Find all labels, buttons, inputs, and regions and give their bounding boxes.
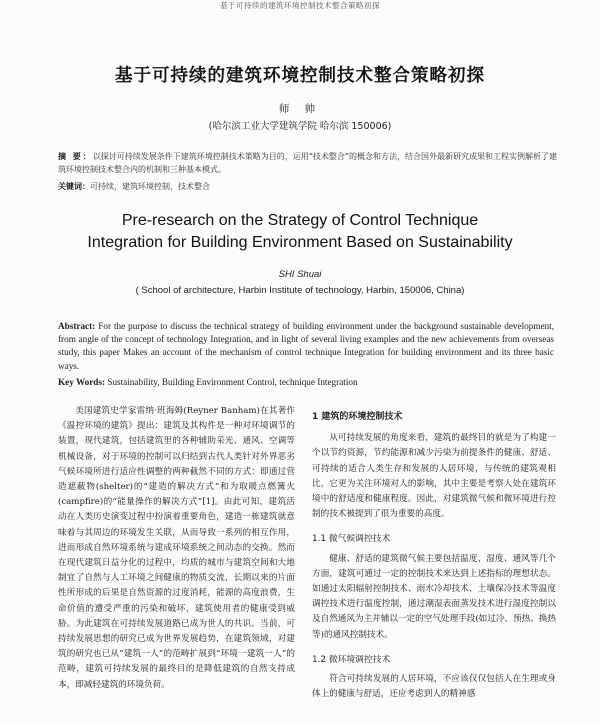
chinese-keywords	[58, 180, 558, 193]
chinese-abstract	[58, 150, 558, 176]
chinese-abstract-label: 摘 要：	[58, 151, 93, 161]
chinese-keywords-text: 可持续，建筑环境控制，技术整合	[90, 182, 210, 191]
chinese-keywords-label: 关键词：	[58, 181, 90, 191]
body-right-column	[312, 404, 556, 702]
english-affiliation: ( School of architecture, Harbin Institute of technology, Harbin, 150006, China)	[135, 285, 465, 296]
section-1-1-paragraph: 健康、舒适的建筑微气候主要包括温度、湿度、通风等几个方面，建筑可通过一定的控制技术来达到上述指标的理想状态。如通过太阳辐射控制技术、雨水冷却技术、土壤保冷技术等温度调控技术进行温度控制，通过潮湿表面蒸发技术进行湿度控制以及自然通风为主并辅以一定的空气处理手段(如过冷、预热、换热等)的通风控制技术。	[312, 553, 556, 640]
english-title	[0, 210, 600, 254]
chinese-affiliation: (哈尔滨工业大学建筑学院 哈尔滨 150006)	[208, 121, 392, 132]
section-1-2-heading: 1.2 微环境调控技术	[312, 654, 391, 665]
body-left-column	[58, 404, 295, 693]
english-abstract-label: Abstract:	[58, 321, 96, 331]
chinese-title: 基于可持续的建筑环境控制技术整合策略初探	[115, 66, 485, 86]
english-abstract-text: For the purpose to discuss the technical strategy of building environment under the background sustainable development, from angle of the concept of technology Integration, and in light of several living examples and the new achievements from overseas study, this paper Makes an account of the mechanism of control technique Integration for building environment and its three basic ways.	[58, 321, 554, 371]
running-head: 基于可持续的建筑环境控制技术整合策略初探	[220, 1, 380, 10]
chinese-abstract-text: 以探讨可持续发展条件下建筑环境控制技术策略为目的，运用“技术整合”的概念和方法，结合国外最新研究成果和工程实例解析了建筑环境控制技术整合内的机制和三种基本模式。	[58, 152, 557, 174]
english-keywords-text: Sustainability, Building Environment Control, technique Integration	[107, 377, 358, 387]
english-title-line-2: Integration for Building Environment Based on Sustainability	[87, 234, 513, 251]
section-1-paragraph: 从可持续发展的角度来看，建筑的最终目的就是为了构建一个以节约资源，节约能源和减少污染为前提条件的健康、舒适、可持续的适合人类生存和发展的人居环境，与传统的建筑观相比，它更为关注环境对人的影响，其中主要是考察人处在建筑环境中的舒适度和健康程度。因此，对建筑微气候和微环境进行控制的技术被提到了很为重要的高度。	[312, 433, 556, 520]
english-keywords-label: Key Words:	[58, 377, 106, 387]
section-1-1-heading: 1.1 微气候调控技术	[312, 534, 391, 545]
chinese-author: 师 帅	[278, 103, 322, 115]
english-author: SHI Shuai	[278, 269, 322, 280]
section-1-2-paragraph: 符合可持续发展的人居环境，不应该仅仅包括人在生理或身体上的健康与舒适，还应考虑到人的精神感	[312, 674, 556, 700]
english-abstract	[58, 320, 554, 373]
english-keywords	[58, 376, 554, 389]
intro-paragraph: 美国建筑史学家雷纳·班海姆(Reyner Banham)在其著作《温控环境的建筑》提出：建筑及其构件是一种对环境调节的装置，现代建筑，包括建筑里的各种辅助采光、通风、空调等机械设备，对于环境的控制可以归结到古代人类针对外界恶劣气候环境所进行适应性调整的两种截然不同的方式：即通过营造遮蔽物(shelter)的“建造的解决方式”和为取暖点燃篝火(campfire)的“能量操作的解决方式”[1]。由此可知，建筑活动在人类历史演变过程中扮演着重要角色，建造一栋建筑就意味着与其周边的环境发生关联，从而导致一系列的相互作用，进而形成自然环境系统与建成环境系统之间动态的交换。然而在现代建筑日益分化的过程中，均质的城市与建筑空间和大地制宜了自然与人工环境之间健康的物质交流，长期以来的片面性所形成的后果是自然资源的过度消耗，能源的高度浪费，生命价值的遭受严重的污染和破坏，建筑使用者的健康受到威胁。为此建筑在可持续发展道路已成为世人的共识。当前，可持续发展思想的研究已成为世界发展趋势，在建筑领域，对建筑的研究也已从“建筑一人”的范畴扩展到“环境一建筑一人”的范畴，建筑可持续发展的最终目的是降低建筑的自然支持成本，即减轻建筑的环境负荷。	[58, 406, 295, 690]
section-1-heading: 1 建筑的环境控制技术	[312, 412, 403, 422]
english-title-line-1: Pre-research on the Strategy of Control Technique	[121, 212, 479, 229]
